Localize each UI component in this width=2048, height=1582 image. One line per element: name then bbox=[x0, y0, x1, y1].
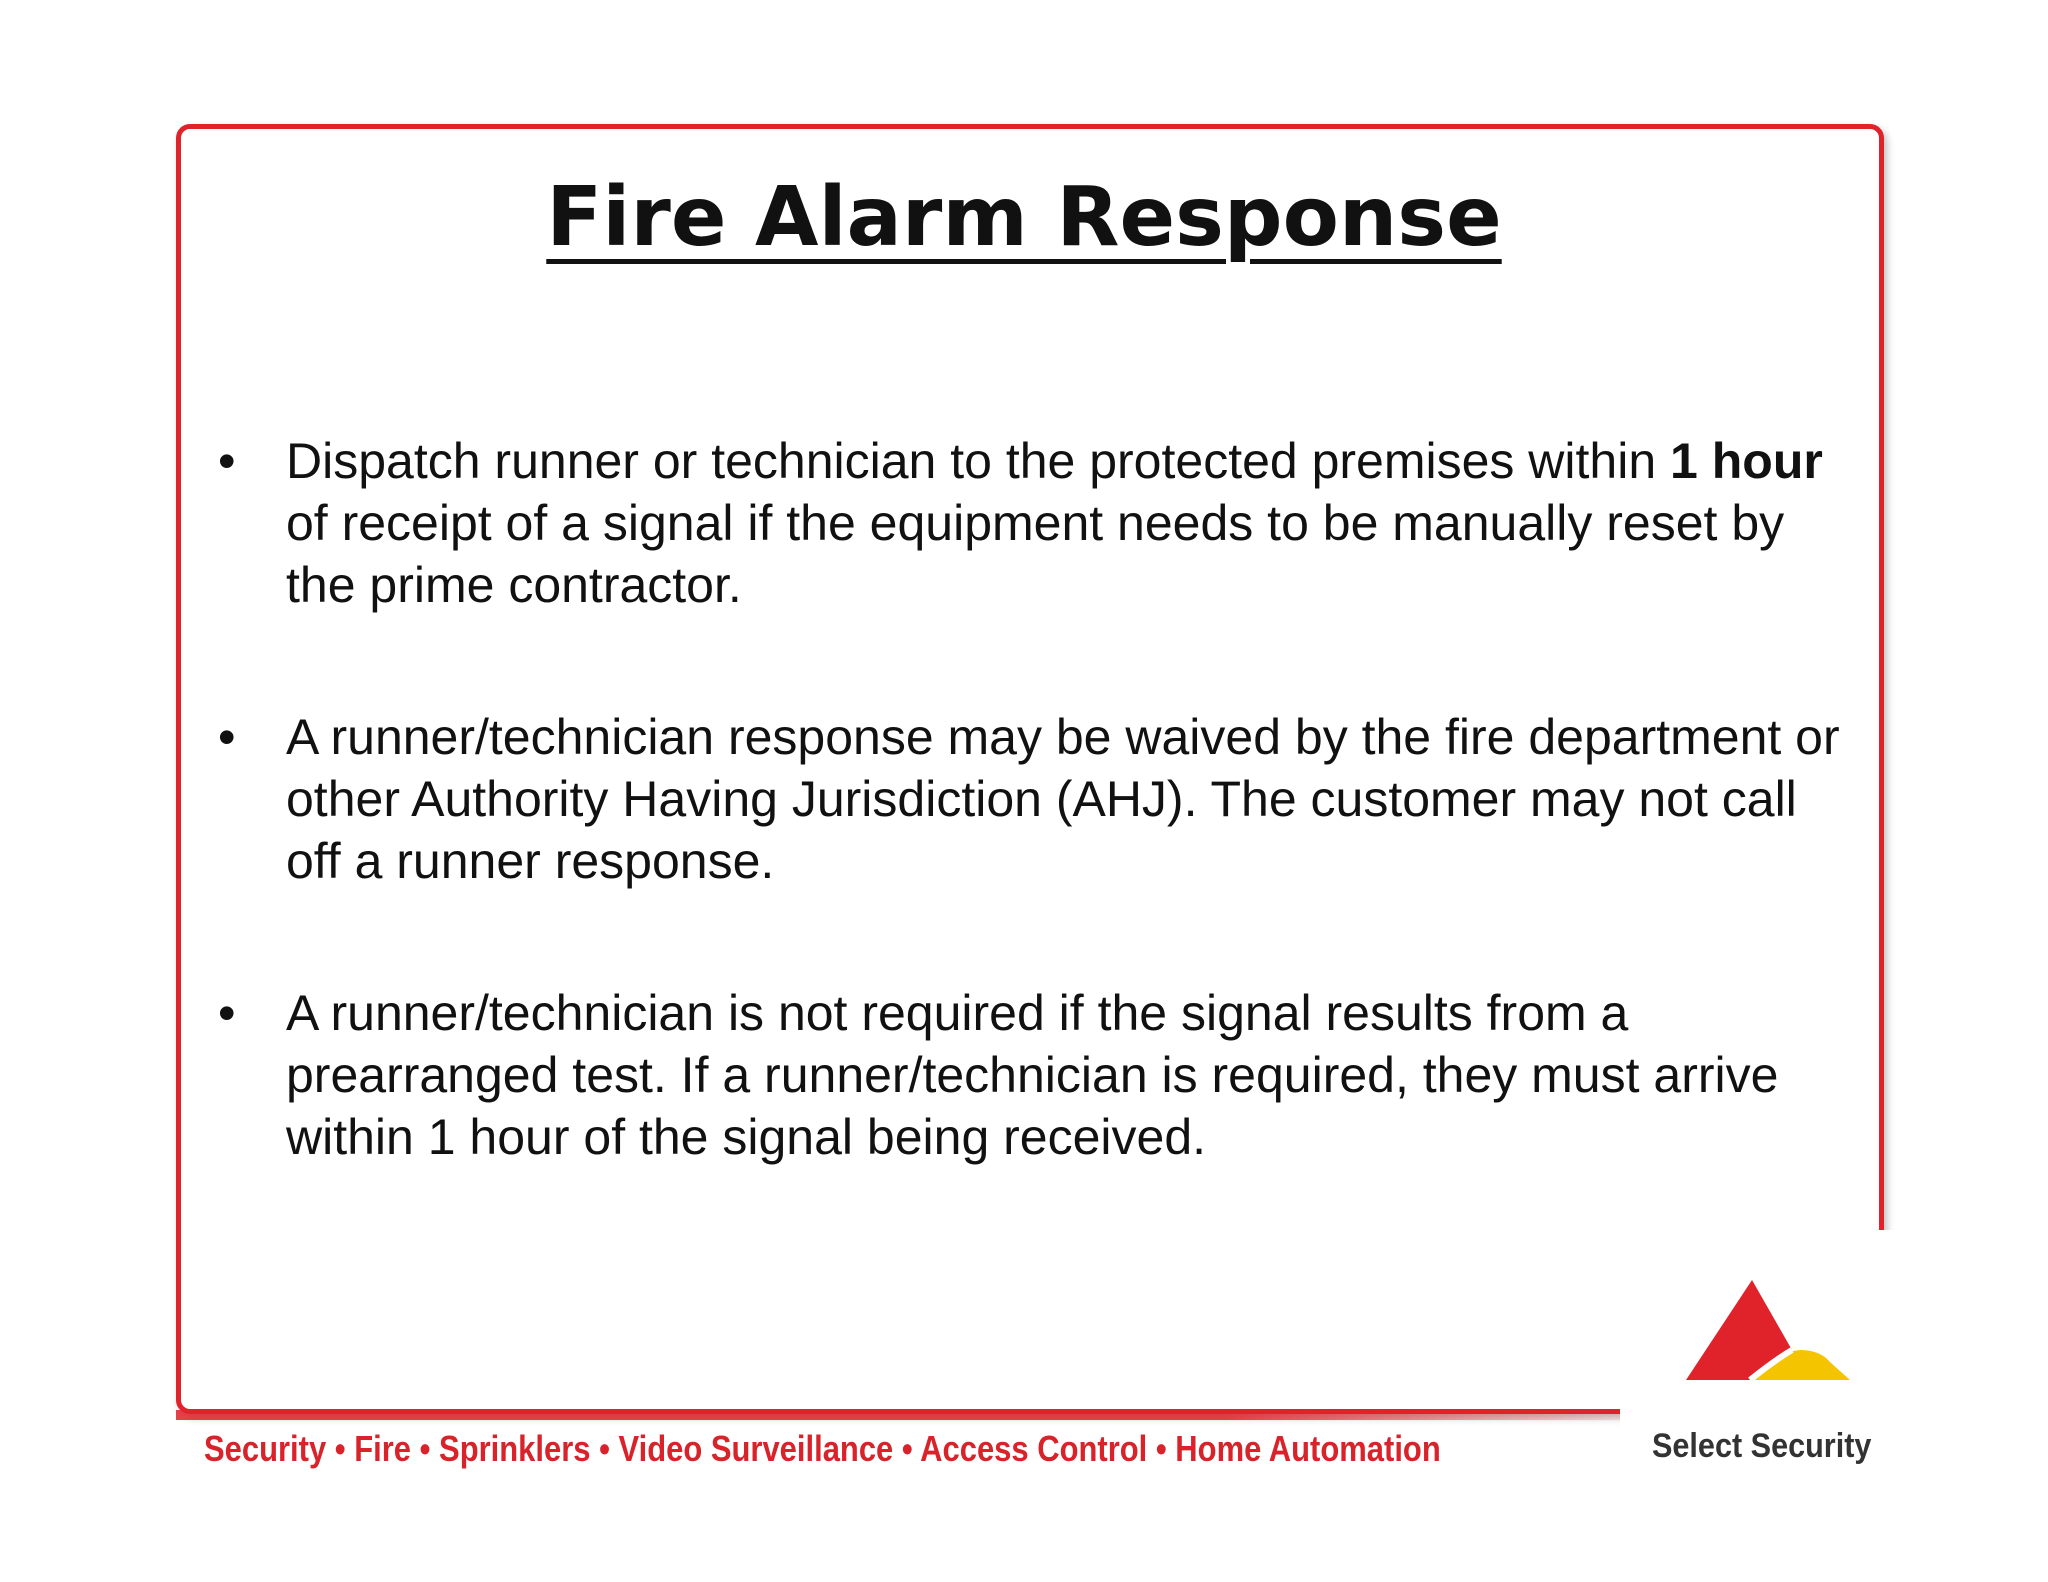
bullet-text-1b: of receipt of a signal if the equipment needs to be manually reset by the prime contractor. bbox=[286, 495, 1785, 613]
bullet-text-1a: Dispatch runner or technician to the protected premises within bbox=[286, 433, 1671, 489]
bullet-dot: • bbox=[218, 433, 236, 489]
bullet-text-1-bold: 1 hour bbox=[1670, 433, 1823, 489]
bullet-text-3: A runner/technician is not required if the signal results from a prearranged test. If a runner/technician is required, they must arrive within 1 hour of the signal being received. bbox=[286, 985, 1779, 1165]
bullet-list bbox=[210, 430, 1850, 1258]
bullet-dot: • bbox=[218, 985, 236, 1041]
select-security-logo-icon bbox=[1680, 1280, 1870, 1420]
slide-title bbox=[0, 168, 2048, 268]
bullet-dot: • bbox=[218, 709, 236, 765]
footer-band bbox=[176, 1410, 1676, 1420]
bullet-item bbox=[210, 706, 1850, 892]
bullet-text-2: A runner/technician response may be waived by the fire department or other Authority Having Jurisdiction (AHJ). The customer may not call off a runner response. bbox=[286, 709, 1840, 889]
footer-tagline: Security • Fire • Sprinklers • Video Surveillance • Access Control • Home Automation bbox=[204, 1428, 1441, 1469]
bullet-item bbox=[210, 430, 1850, 616]
select-security-logo bbox=[1620, 1230, 1920, 1470]
logo-text: Select Security bbox=[1652, 1427, 1872, 1465]
slide-title-text: Fire Alarm Response bbox=[546, 170, 1502, 265]
bullet-item bbox=[210, 982, 1850, 1168]
